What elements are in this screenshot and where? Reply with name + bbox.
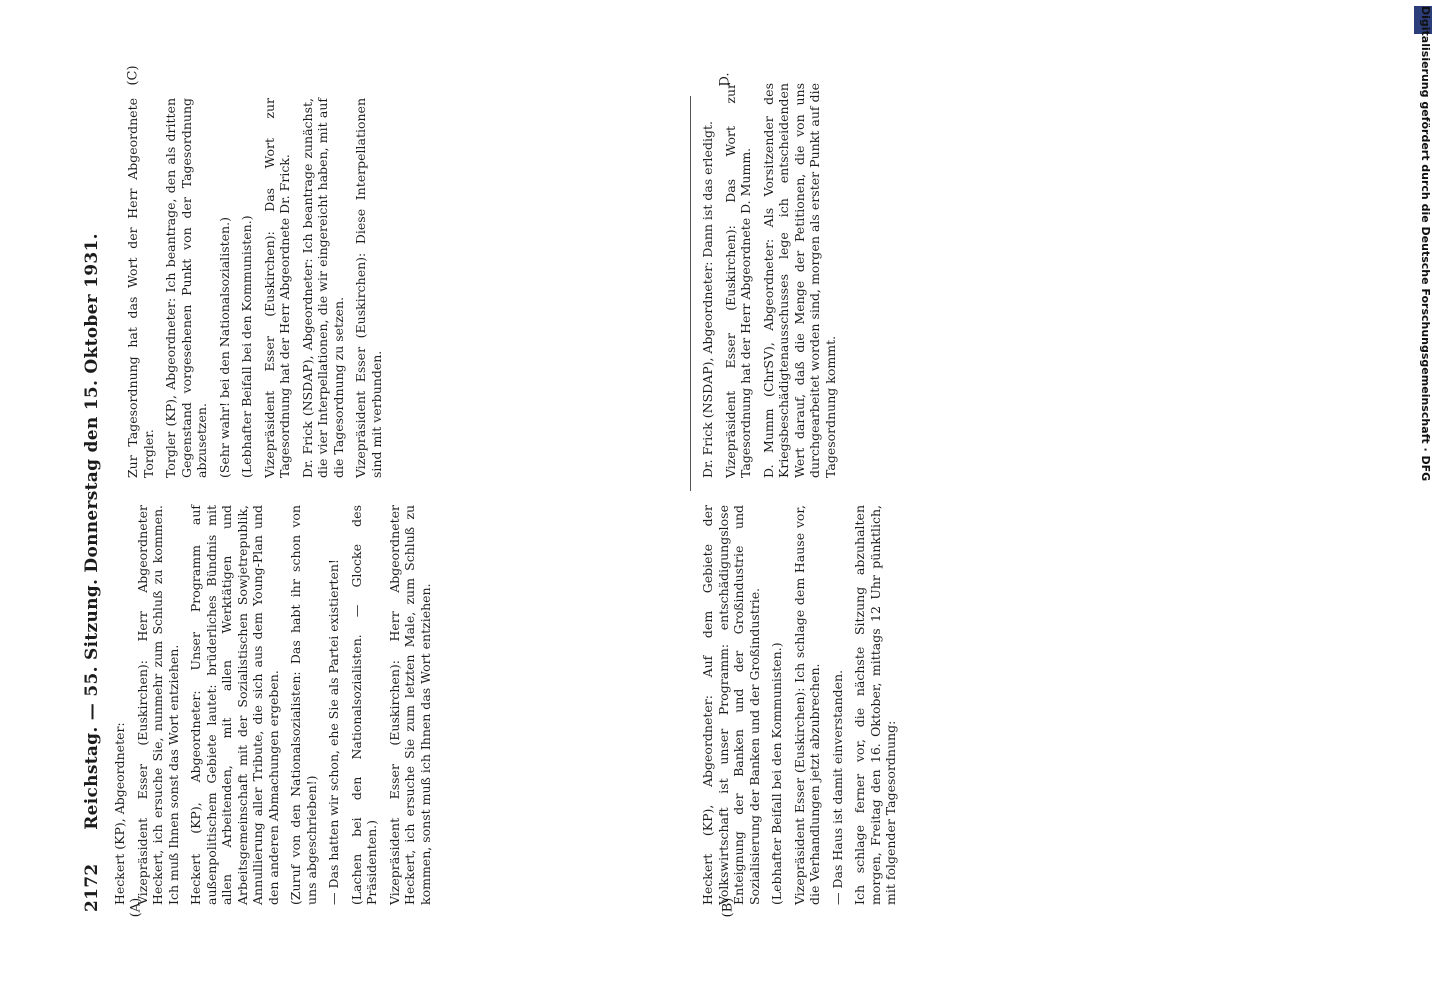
- column-left-bottom: [700, 505, 906, 905]
- margin-letter-a: (A): [128, 897, 144, 918]
- column-rule: [690, 96, 691, 491]
- paragraph: Ich schlage ferner vor, die nächste Sitzung abzuhalten morgen, Freitag den 16. Oktober, mittags 12 Uhr pünktlich, mit folgender Tagesordnung:: [852, 505, 898, 905]
- paragraph: Heckert (KP), Abgeordneter:: [112, 722, 127, 905]
- margin-letter-c: (C): [125, 65, 141, 86]
- paragraph: Vizepräsident Esser (Euskirchen): Herr Abgeordneter Heckert, ich ersuche Sie, nunmehr zum Schluß zu kommen. Ich muß Ihnen sonst das Wort entziehen.: [134, 505, 181, 905]
- paragraph: (Lebhafter Beifall bei den Kommunisten.): [239, 215, 254, 478]
- paragraph: Heckert (KP), Abgeordneter: Auf dem Gebiete der Volkswirtschaft ist unser Programm: entschädigungslose Enteignung der Banken und der Großindustrie und Sozialisierung der Banken und der Großindustrie.: [700, 505, 762, 905]
- margin-letter-d: D.: [717, 72, 733, 87]
- page-number: 2172: [82, 863, 102, 912]
- digitization-credit: Digitalisierung gefördert durch die Deutsche Forschungsgemeinschaft · DFG: [1419, 6, 1432, 482]
- paragraph: (Lachen bei den Nationalsozialisten. — Glocke des Präsidenten.): [348, 505, 379, 905]
- column-right-bottom: [700, 83, 845, 478]
- paragraph: D. Mumm (ChrSV), Abgeordneter: Als Vorsitzender des Kriegsbeschädigtenausschusses lege ich entscheidenden Wert darauf, daß die Menge der Petitionen, die von uns durchgearbeitet worden sind, morgen als erster Punkt auf die Tagesordnung kommt.: [760, 83, 838, 478]
- running-header: [82, 82, 102, 912]
- paragraph: Vizepräsident Esser (Euskirchen): Diese Interpellationen sind mit verbunden.: [353, 98, 384, 478]
- paragraph: Zur Tagesordnung hat das Wort der Herr Abgeordnete Torgler.: [125, 98, 156, 478]
- paragraph: Vizepräsident Esser (Euskirchen): Das Wort zur Tagesordnung hat der Herr Abgeordnete D. Mumm.: [722, 83, 753, 478]
- page-title: Reichstag. — 55. Sitzung. Donnerstag den 15. Oktober 1931.: [82, 233, 102, 830]
- paragraph: — Das Haus ist damit einverstanden.: [829, 669, 845, 905]
- paragraph: Dr. Frick (NSDAP), Abgeordneter: Ich beantrage zunächst, die vier Interpellationen, die wir eingereicht haben, mit auf die Tagesordnung zu setzen.: [299, 98, 346, 478]
- paragraph: Torgler (KP), Abgeordneter: Ich beantrage, den als dritten Gegenstand vorgesehenen Punkt von der Tagesordnung abzusetzen.: [163, 98, 209, 478]
- paragraph: — Das hatten wir schon, ehe Sie als Partei existierten!: [326, 559, 341, 905]
- margin-letter-b: (B): [720, 897, 736, 918]
- paragraph: Heckert (KP), Abgeordneter: Unser Programm auf außenpolitischem Gebiete lautet: brüderliches Bündnis mit allen Arbeitenden, mit allen Werktätigen und Arbeitsgemeinschaft mit der Sozialistischen Sowjetrepublik, Annullierung aller Tribute, die sich aus dem Young-Plan und den anderen Abmachungen ergeben.: [188, 505, 281, 905]
- column-right-top: [125, 98, 391, 478]
- paragraph: Vizepräsident Esser (Euskirchen): Das Wort zur Tagesordnung hat der Herr Abgeordnete Dr. Frick.: [261, 98, 292, 478]
- paragraph: (Zuruf von den Nationalsozialisten: Das habt ihr schon von uns abgeschrieben!): [288, 505, 319, 905]
- paragraph: (Lebhafter Beifall bei den Kommunisten.): [769, 642, 784, 905]
- paragraph: Dr. Frick (NSDAP), Abgeordneter: Dann ist das erledigt.: [700, 121, 715, 478]
- paragraph: Vizepräsident Esser (Euskirchen): Herr Abgeordneter Heckert, ich ersuche Sie zum letzten Male, zum Schluß zu kommen, sonst muß ich Ihnen das Wort entziehen.: [386, 505, 433, 905]
- paragraph: Vizepräsident Esser (Euskirchen): Ich schlage dem Hause vor, die Verhandlungen jetzt abzubrechen.: [791, 505, 822, 905]
- column-left-top: [112, 505, 440, 905]
- paragraph: (Sehr wahr! bei den Nationalsozialisten.): [216, 217, 232, 478]
